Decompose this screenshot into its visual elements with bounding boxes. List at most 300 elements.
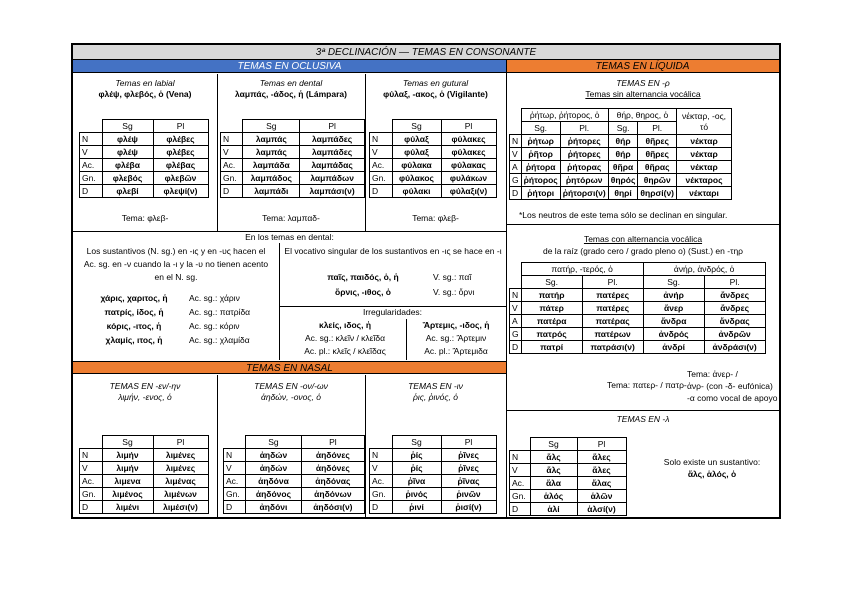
dental-notes-left-text: Los sustantivos (N. sg.) en -ις y en -υς hacen el Ac. sg. en -ν cuando la -ι y la -υ no tienen acento en el N. sg. — [83, 246, 269, 282]
form-cell: φλέψ — [102, 146, 153, 159]
case-label: Gn. — [221, 172, 243, 185]
case-label: D — [370, 501, 393, 514]
nasal-1-example: λιμήν, -ενος, ὁ — [118, 392, 172, 402]
column-header: Pl — [441, 436, 496, 449]
example-row — [79, 293, 279, 307]
corner-cell — [224, 436, 246, 449]
case-label: A — [510, 315, 522, 328]
case-label: V — [224, 462, 246, 475]
table-row — [370, 146, 497, 159]
case-label: Gn. — [510, 490, 531, 503]
table-row — [510, 174, 732, 187]
column-header: Sg — [530, 438, 577, 451]
corner-cell — [510, 438, 531, 451]
example-word: κόρις, -ιτος, ἡ — [106, 321, 162, 331]
table-row — [221, 172, 365, 185]
group-header: θήρ, θηρος, ὁ — [608, 109, 676, 122]
column-header: Sg — [102, 120, 153, 133]
case-label: V — [370, 462, 393, 475]
table-header-row — [510, 438, 627, 451]
sheet-title: 3ª DECLINACIÓN — TEMAS EN CONSONANTE — [73, 45, 779, 60]
form-cell: πατέρες — [582, 302, 643, 315]
example-row — [293, 272, 503, 287]
form-cell: πάτερ — [521, 302, 582, 315]
nasal-2-section — [217, 375, 365, 519]
case-label: D — [221, 185, 243, 198]
case-label: D — [224, 501, 246, 514]
column-header: Sg — [243, 120, 300, 133]
table-row — [510, 341, 766, 354]
example-word: πατρίς, ίδος, ἡ — [104, 307, 164, 317]
oclusiva-header: TEMAS EN OCLUSIVA — [73, 60, 506, 73]
right-examples — [293, 272, 503, 302]
case-label: D — [510, 187, 522, 200]
case-label: N — [224, 449, 246, 462]
case-label: Gn. — [80, 488, 103, 501]
case-label: Gn. — [370, 172, 393, 185]
alt-tema-right-1: Tema: ἀνερ- / — [687, 369, 738, 379]
table-row — [370, 449, 497, 462]
form-cell: φύλακες — [441, 133, 496, 146]
form-cell: φύλακες — [441, 146, 496, 159]
alt-table — [509, 262, 766, 354]
form-cell: λαμπάδι — [243, 185, 300, 198]
form-cell: φλεψί(ν) — [153, 185, 208, 198]
case-label: N — [510, 135, 522, 148]
gutural-table — [369, 119, 497, 198]
form-cell: λιμένες — [153, 449, 208, 462]
example-word: χάρις, χαριτος, ἡ — [100, 293, 168, 303]
form-cell: νέκταρι — [677, 187, 732, 200]
form-cell: ῥισί(ν) — [441, 501, 496, 514]
case-label: V — [370, 146, 393, 159]
nasal-3-table — [369, 435, 497, 514]
form-cell: λαμπάδα — [243, 159, 300, 172]
irregular-line: Ac. pl.: κλεῖς / κλεῖδας — [304, 346, 386, 356]
form-cell: ἀηδόσι(ν) — [301, 501, 364, 514]
case-label: Ac. — [370, 475, 393, 488]
alt-tema-right-2: ἀνρ- (con -δ- eufónica) — [687, 381, 773, 391]
table-row — [80, 159, 209, 172]
form-cell: ἅλες — [577, 464, 626, 477]
form-cell: νέκταρος — [677, 174, 732, 187]
form-cell: ἄνδρες — [704, 289, 765, 302]
form-cell: ἀηδών — [246, 462, 302, 475]
table-header-row — [224, 436, 365, 449]
case-label: N — [80, 133, 103, 146]
example-form: Ac. sg.: χλαμίδα — [189, 335, 250, 345]
form-cell: ἀνδράσι(ν) — [704, 341, 765, 354]
form-cell: ἀηδόνι — [246, 501, 302, 514]
form-cell: φλέβας — [153, 159, 208, 172]
case-label: D — [80, 501, 103, 514]
irregular-line: Ac. sg.: κλεῖν / κλεῖδα — [304, 333, 386, 343]
form-cell: ῥῖνες — [441, 462, 496, 475]
lambda-section — [507, 411, 779, 519]
form-cell: ἄνερ — [643, 302, 704, 315]
dental-tema: Tema: λαμπαδ- — [262, 213, 320, 223]
form-cell: ἄνδρας — [704, 315, 765, 328]
form-cell: φύλαξ — [392, 133, 441, 146]
table-row — [224, 501, 365, 514]
table-row — [510, 477, 627, 490]
table-row — [80, 501, 209, 514]
case-label: N — [221, 133, 243, 146]
lambda-note-2: ἅλς, ἁλός, ὁ — [687, 469, 737, 479]
case-label: V — [80, 146, 103, 159]
table-row — [510, 302, 766, 315]
table-row — [510, 148, 732, 161]
nasal-2-table — [223, 435, 365, 514]
case-label: V — [221, 146, 243, 159]
labial-section — [73, 74, 217, 231]
case-label: V — [510, 302, 522, 315]
form-cell: νέκταρ — [677, 135, 732, 148]
irreg-heading: Irregularidades: — [362, 307, 423, 317]
table-row — [224, 449, 365, 462]
form-cell: θηρσί(ν) — [638, 187, 677, 200]
dental-notes — [73, 231, 506, 361]
form-cell: λιμήν — [102, 449, 153, 462]
table-row — [510, 315, 766, 328]
irreg-left — [289, 320, 401, 359]
form-cell: ἁλί — [530, 503, 577, 516]
case-label: Ac. — [224, 475, 246, 488]
form-cell: ῥῖνα — [392, 475, 441, 488]
form-cell: λιμένες — [153, 462, 208, 475]
example-form: V. sg.: ὄρνι — [433, 287, 475, 297]
form-cell: λιμένων — [153, 488, 208, 501]
labial-tema: Tema: φλεβ- — [121, 213, 169, 223]
form-cell: λιμήν — [102, 462, 153, 475]
table-row — [370, 501, 497, 514]
case-label: Ac. — [221, 159, 243, 172]
form-cell: ἅλα — [530, 477, 577, 490]
form-cell: ῥήτορος — [521, 174, 560, 187]
irreg-right — [407, 320, 505, 359]
case-label: N — [80, 449, 103, 462]
case-label: Ac. — [370, 159, 393, 172]
form-cell: φύλαξ — [392, 146, 441, 159]
table-row — [510, 490, 627, 503]
form-cell: λαμπάδες — [300, 133, 365, 146]
form-cell: λαμπάδων — [300, 172, 365, 185]
neutral-note: *Los neutros de este tema sólo se declinan en singular. — [519, 210, 728, 220]
form-cell: λαμπάδος — [243, 172, 300, 185]
example-form: V. sg.: παῖ — [433, 272, 472, 282]
column-header: Sg — [392, 120, 441, 133]
column-header: Sg. — [521, 122, 560, 135]
case-label: Ac. — [80, 159, 103, 172]
form-cell: θηρῶν — [638, 174, 677, 187]
case-label: N — [510, 289, 522, 302]
lambda-note-1: Solo existe un sustantivo: — [663, 457, 761, 467]
table-row — [370, 462, 497, 475]
form-cell: φύλακι — [392, 185, 441, 198]
form-cell: ἁλός — [530, 490, 577, 503]
form-cell: θῆρες — [638, 148, 677, 161]
alt-sub: Temas con alternancia vocálica — [583, 234, 703, 244]
table-row — [370, 159, 497, 172]
form-cell: ἅλς — [530, 464, 577, 477]
form-cell: θῆρα — [608, 161, 638, 174]
example-form: Ac. sg.: χάριν — [189, 293, 240, 303]
form-cell: πατέρων — [582, 328, 643, 341]
form-cell: ἁλῶν — [577, 490, 626, 503]
form-cell: ἀνήρ — [643, 289, 704, 302]
rho-sub: Temas sin alternancia vocálica — [585, 89, 701, 99]
form-cell: θήρ — [608, 135, 638, 148]
form-cell: ἅλας — [577, 477, 626, 490]
form-cell: λαμπάς — [243, 133, 300, 146]
table-row — [224, 462, 365, 475]
left-examples — [79, 293, 279, 349]
form-cell: λιμενα — [102, 475, 153, 488]
form-cell: ῥητόρων — [560, 174, 608, 187]
form-cell: λαμπάσι(ν) — [300, 185, 365, 198]
form-cell: ἀηδόνες — [301, 449, 364, 462]
form-cell: φύλακος — [392, 172, 441, 185]
table-row — [224, 488, 365, 501]
corner-cell — [221, 120, 243, 133]
table-row — [80, 172, 209, 185]
group-header: ἀνήρ, ἀνδρός, ὁ — [643, 263, 765, 276]
form-cell: λιμέσι(ν) — [153, 501, 208, 514]
column-header: Sg — [392, 436, 441, 449]
rho-table — [509, 108, 732, 200]
nasal-1-section — [73, 375, 217, 519]
table-row — [221, 146, 365, 159]
column-header: Sg. — [643, 276, 704, 289]
form-cell: θήρ — [608, 148, 638, 161]
nasal-3-example: ῥις, ῥινός, ὁ — [413, 392, 458, 402]
form-cell: ῥήτορες — [560, 148, 608, 161]
table-row — [510, 328, 766, 341]
form-cell: ῥῖνες — [441, 449, 496, 462]
column-header: Pl — [300, 120, 365, 133]
case-label: Ac. — [510, 477, 531, 490]
irregular-line: κλείς, ιδος, ἡ — [318, 320, 372, 330]
form-cell: θῆρες — [638, 135, 677, 148]
form-cell: ἀνδρός — [643, 328, 704, 341]
form-cell: ἀηδόνος — [246, 488, 302, 501]
table-row — [370, 185, 497, 198]
form-cell: ῥήτορα — [521, 161, 560, 174]
case-label: V — [510, 464, 531, 477]
corner-cell — [80, 120, 103, 133]
form-cell: ἅλς — [530, 451, 577, 464]
form-cell: ῥῖνας — [441, 475, 496, 488]
lambda-heading: TEMAS EN -λ — [616, 414, 670, 424]
gutural-section — [365, 74, 506, 231]
form-cell: ἄνδρες — [704, 302, 765, 315]
gutural-example: φύλαξ, -ακος, ὁ (Vigilante) — [383, 89, 488, 99]
lambda-table — [509, 437, 627, 516]
table-row — [221, 133, 365, 146]
example-row — [79, 321, 279, 335]
table-header-row — [80, 120, 209, 133]
group-header-row — [510, 109, 732, 122]
form-cell: φλέβες — [153, 146, 208, 159]
case-label: Gn. — [224, 488, 246, 501]
form-cell: φλεβῶν — [153, 172, 208, 185]
column-header: Sg — [246, 436, 302, 449]
form-cell: πατρί — [521, 341, 582, 354]
form-cell: πατήρ — [521, 289, 582, 302]
example-word: χλαμίς, ιτος, ἡ — [105, 335, 163, 345]
example-row — [293, 287, 503, 302]
column-header: Pl — [441, 120, 496, 133]
corner-cell — [370, 120, 393, 133]
liquida-section — [507, 74, 779, 438]
nasal-1-heading: TEMAS EN -εν/-ην — [109, 381, 181, 391]
table-row — [370, 172, 497, 185]
form-cell: λιμένος — [102, 488, 153, 501]
table-row — [370, 475, 497, 488]
example-form: Ac. sg.: πατρίδα — [189, 307, 251, 317]
irregular-line: Ac. sg.: Ἄρτεμιν — [425, 333, 487, 343]
form-cell: λιμένας — [153, 475, 208, 488]
liquida-header: TEMAS EN LÍQUIDA — [506, 60, 779, 73]
form-cell: ῥίς — [392, 462, 441, 475]
example-word: ὄρνις, -ιθος, ὁ — [335, 287, 391, 297]
form-cell: φλέβα — [102, 159, 153, 172]
dental-heading: Temas en dental — [259, 78, 323, 88]
labial-example: φλέψ, φλεβός, ὁ (Vena) — [98, 89, 192, 99]
table-row — [80, 475, 209, 488]
group-header: νέκταρ, -ος, τό — [677, 109, 732, 135]
case-label: Gn. — [370, 488, 393, 501]
case-label: D — [80, 185, 103, 198]
corner-cell — [510, 276, 522, 289]
form-cell: ἀηδόνες — [301, 462, 364, 475]
table-row — [510, 503, 627, 516]
column-header: Pl — [577, 438, 626, 451]
form-cell: φυλάκων — [441, 172, 496, 185]
form-cell: ῥινῶν — [441, 488, 496, 501]
form-cell: ῥήτωρ — [521, 135, 560, 148]
form-cell: ῥήτορας — [560, 161, 608, 174]
gutural-heading: Temas en gutural — [402, 78, 469, 88]
case-label: A — [510, 161, 522, 174]
form-cell: νέκταρ — [677, 161, 732, 174]
table-header-row — [370, 120, 497, 133]
form-cell: πατέρα — [521, 315, 582, 328]
form-cell: φλεβί — [102, 185, 153, 198]
case-label: D — [510, 503, 531, 516]
group-header-row — [510, 263, 766, 276]
dental-table — [220, 119, 365, 198]
corner-cell — [80, 436, 103, 449]
column-header: Pl — [153, 120, 208, 133]
form-cell: φλέβες — [153, 133, 208, 146]
example-form: Ac. sg.: κόριν — [189, 321, 240, 331]
table-row — [510, 451, 627, 464]
form-cell: λιμένι — [102, 501, 153, 514]
table-header-row — [221, 120, 365, 133]
table-row — [510, 464, 627, 477]
table-row — [221, 185, 365, 198]
form-cell: ἀνδρί — [643, 341, 704, 354]
form-cell: ἅλες — [577, 451, 626, 464]
form-cell: ῥίς — [392, 449, 441, 462]
table-header-row — [370, 436, 497, 449]
dental-example: λαμπάς, -άδος, ἡ (Lámpara) — [235, 89, 347, 99]
case-label: N — [370, 449, 393, 462]
table-row — [510, 187, 732, 200]
case-label: V — [510, 148, 522, 161]
form-cell: ῥινός — [392, 488, 441, 501]
form-cell: ἀνδρῶν — [704, 328, 765, 341]
table-row — [370, 133, 497, 146]
nasal-3-heading: TEMAS EN -ιν — [408, 381, 463, 391]
nasal-2-example: ἀηδών, -ονος, ὁ — [260, 392, 321, 402]
column-header: Pl. — [704, 276, 765, 289]
corner-cell — [370, 436, 393, 449]
form-cell: φλέψ — [102, 133, 153, 146]
form-cell: ῥῆτορ — [521, 148, 560, 161]
form-cell: πατέρες — [582, 289, 643, 302]
form-cell: ἄνδρα — [643, 315, 704, 328]
alt-tema-right — [687, 368, 782, 404]
case-label: D — [370, 185, 393, 198]
table-row — [80, 488, 209, 501]
column-header: Sg. — [608, 122, 638, 135]
form-cell: φλεβός — [102, 172, 153, 185]
gutural-tema: Tema: φλεβ- — [412, 213, 459, 223]
table-row — [224, 475, 365, 488]
column-header: Pl. — [582, 276, 643, 289]
table-row — [510, 289, 766, 302]
table-row — [80, 462, 209, 475]
corner-cell — [510, 122, 522, 135]
form-cell: φύλαξι(ν) — [441, 185, 496, 198]
declension-sheet — [71, 43, 781, 519]
case-label: Gn. — [80, 172, 103, 185]
nasal-3-section — [365, 375, 506, 519]
case-label: V — [80, 462, 103, 475]
form-cell: νέκταρ — [677, 148, 732, 161]
dental-notes-heading: En los temas en dental: — [245, 232, 334, 242]
case-label: G — [510, 328, 522, 341]
form-cell: λαμπάδες — [300, 146, 365, 159]
form-cell: ἀηδόνας — [301, 475, 364, 488]
group-header: ῥήτωρ, ῥήτορος, ὁ — [521, 109, 608, 122]
form-cell: ἀηδόνα — [246, 475, 302, 488]
form-cell: ῥήτορσι(ν) — [560, 187, 608, 200]
labial-heading: Temas en labial — [115, 78, 175, 88]
table-row — [510, 161, 732, 174]
column-header: Pl. — [560, 122, 608, 135]
dental-section — [217, 74, 365, 231]
table-row — [80, 133, 209, 146]
example-row — [79, 307, 279, 321]
form-cell: πατέρας — [582, 315, 643, 328]
column-header: Pl — [153, 436, 208, 449]
form-cell: ἀηδών — [246, 449, 302, 462]
column-header: Sg. — [521, 276, 582, 289]
nasal-1-table — [79, 435, 209, 514]
irregular-line: Ἄρτεμις, -ιδος, ἡ — [422, 320, 490, 330]
alt-text: de la raíz (grado cero / grado pleno o) (Sust.) en -τηρ — [542, 246, 743, 256]
table-row — [370, 488, 497, 501]
table-row — [80, 146, 209, 159]
example-row — [79, 335, 279, 349]
column-header: Pl. — [638, 122, 677, 135]
example-word: παῖς, παιδός, ὁ, ἡ — [327, 272, 399, 282]
irregular-line: Ac. pl.: Ἄρτεμιδα — [424, 346, 488, 356]
form-cell: λαμπάδας — [300, 159, 365, 172]
